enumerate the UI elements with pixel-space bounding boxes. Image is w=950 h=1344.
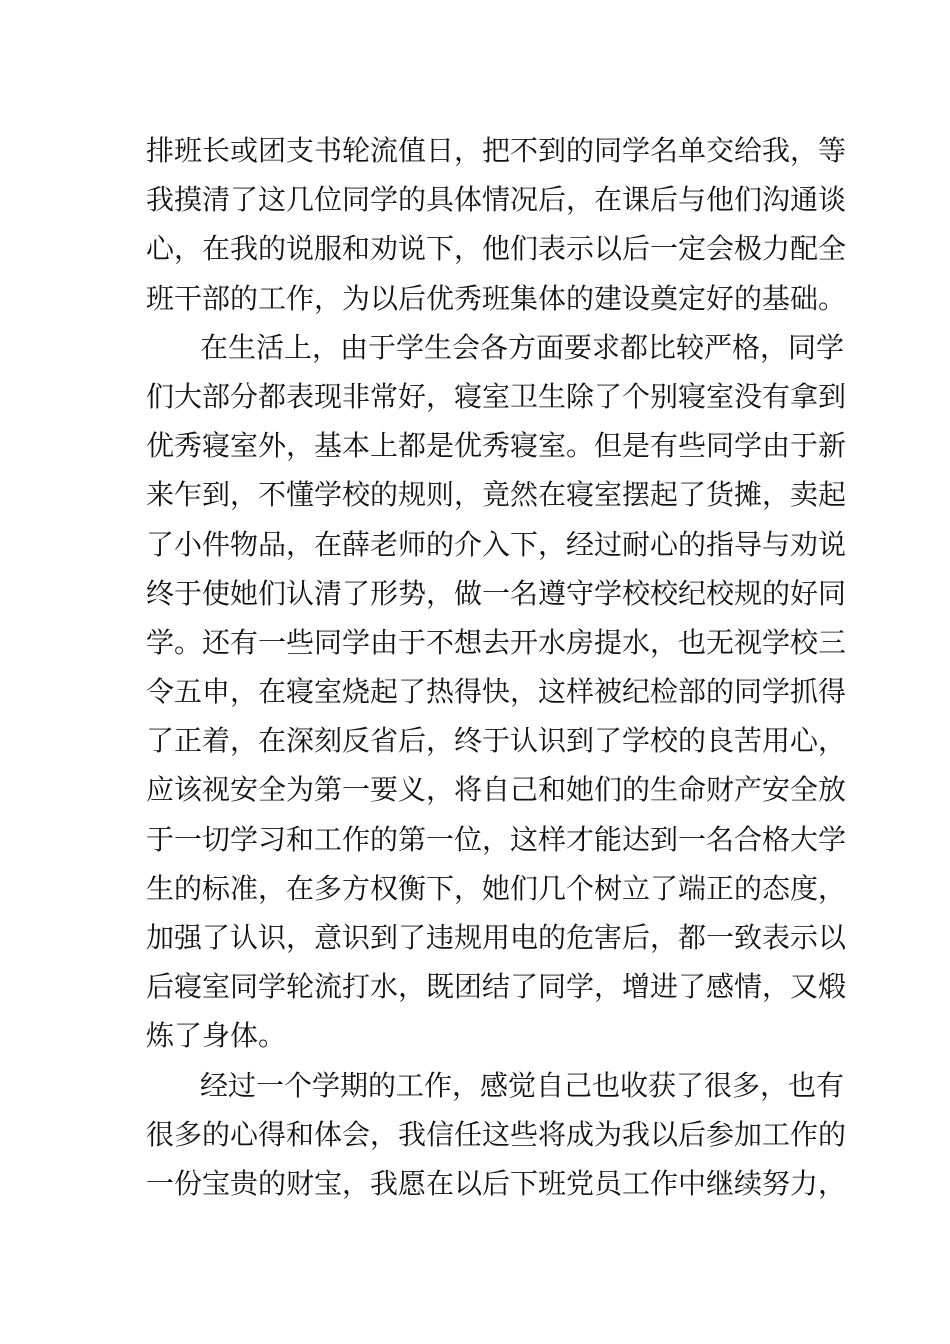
text-line: 后寝室同学轮流打水，既团结了同学，增进了感情，又煅 xyxy=(146,970,847,1004)
text-line: 终于使她们认清了形势，做一名遵守学校校纪校规的好同 xyxy=(146,576,847,610)
text-line: 于一切学习和工作的第一位，这样才能达到一名合格大学 xyxy=(146,822,847,856)
text-line: 应该视安全为第一要义，将自己和她们的生命财产安全放 xyxy=(146,773,847,807)
text-line: 令五申，在寝室烧起了热得快，这样被纪检部的同学抓得 xyxy=(146,675,847,709)
paragraph-start-line: 经过一个学期的工作，感觉自己也收获了很多，也有 xyxy=(200,1068,845,1102)
text-line: 排班长或团支书轮流值日，把不到的同学名单交给我，等 xyxy=(146,134,847,167)
text-line: 我摸清了这几位同学的具体情况后，在课后与他们沟通谈 xyxy=(146,183,847,217)
paragraph-start-line: 在生活上，由于学生会各方面要求都比较严格，同学 xyxy=(200,330,845,364)
text-line: 一份宝贵的财宝，我愿在以后下班党员工作中继续努力， xyxy=(146,1166,847,1200)
text-line: 班干部的工作，为以后优秀班集体的建设奠定好的基础。 xyxy=(146,281,847,315)
text-line: 很多的心得和体会，我信任这些将成为我以后参加工作的 xyxy=(146,1117,847,1151)
text-line: 优秀寝室外，基本上都是优秀寝室。但是有些同学由于新 xyxy=(146,429,847,463)
document-body xyxy=(146,126,847,1208)
text-line: 来乍到，不懂学校的规则，竟然在寝室摆起了货摊，卖起 xyxy=(146,478,847,512)
text-line: 学。还有一些同学由于不想去开水房提水，也无视学校三 xyxy=(146,625,847,659)
text-line: 了正着，在深刻反省后，终于认识到了学校的良苦用心， xyxy=(146,724,847,758)
text-line: 们大部分都表现非常好，寝室卫生除了个别寝室没有拿到 xyxy=(146,379,847,413)
text-line: 了小件物品，在薛老师的介入下，经过耐心的指导与劝说 xyxy=(146,527,847,561)
text-line: 加强了认识，意识到了违规用电的危害后，都一致表示以 xyxy=(146,921,847,954)
text-line: 心，在我的说服和劝说下，他们表示以后一定会极力配全 xyxy=(146,232,847,266)
text-line: 炼了身体。 xyxy=(146,1019,287,1053)
text-line: 生的标准，在多方权衡下，她们几个树立了端正的态度， xyxy=(146,871,847,905)
